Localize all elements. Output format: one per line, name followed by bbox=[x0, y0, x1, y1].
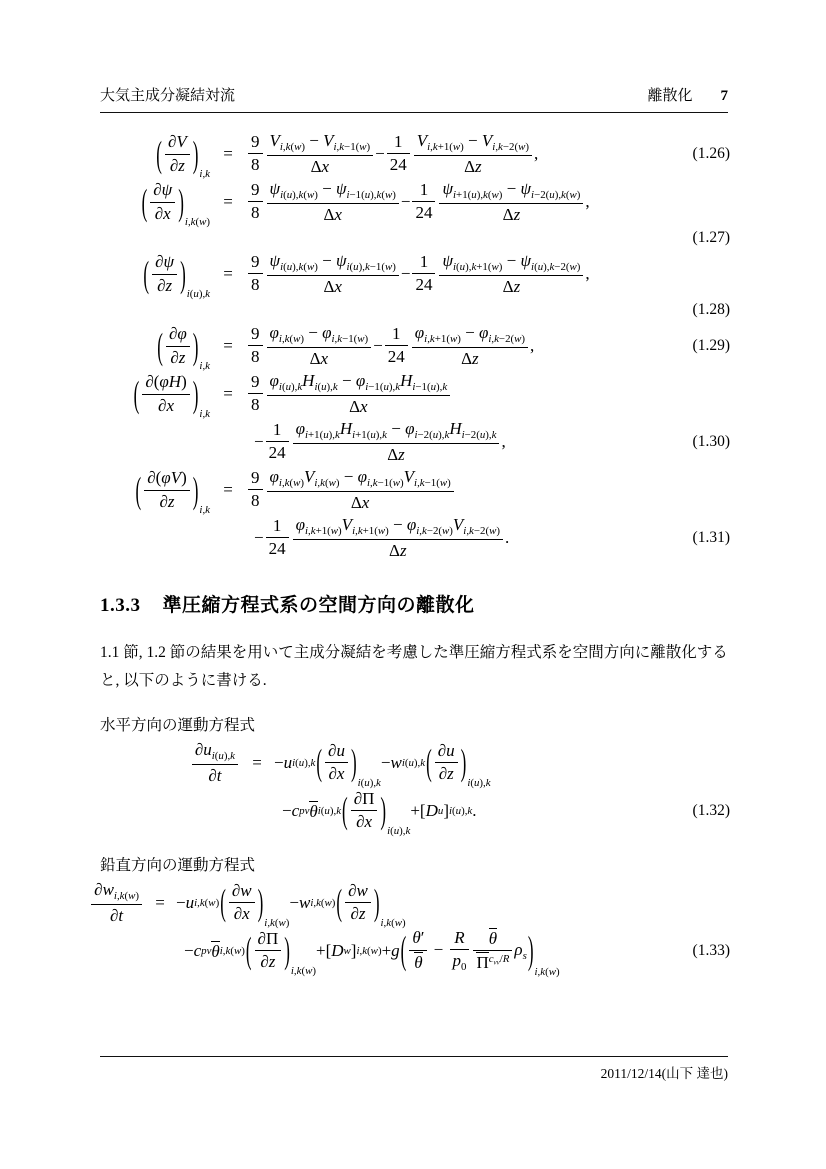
equation-1.31 bbox=[100, 466, 730, 562]
equation-row: − c pv θ i,k(w) ( $\frac{\partial\Pi}{\partial z}$ ) i,k(w) + [ D w ] i,k(w) + g ( $\frac{\theta'}{\theta}$ − $\frac{R}{p_0}$ θ $\Pi^{c_{vv}/R}$ $\rho_s$ ) i,k(w) (1.33) bbox=[184, 927, 730, 978]
equation-1.29 bbox=[100, 322, 730, 370]
equation-block-discretization bbox=[100, 130, 730, 562]
equation-row bbox=[100, 298, 730, 322]
section-number: 1.3.3 bbox=[100, 595, 141, 616]
equation-number: (1.33) bbox=[692, 941, 730, 959]
subheading-horizontal: 水平方向の運動方程式 bbox=[100, 716, 256, 734]
subheading-vertical: 鉛直方向の運動方程式 bbox=[100, 856, 256, 874]
equation-number: (1.27) bbox=[692, 229, 730, 246]
section-running-head: 離散化 bbox=[647, 88, 693, 104]
body-paragraph: 1.1 節, 1.2 節の結果を用いて主成分凝結を考慮した準圧縮方程式系を空間方向に離散化すると, 以下のように書ける. bbox=[100, 644, 728, 689]
page-content bbox=[94, 130, 730, 978]
equation-number: (1.31) bbox=[692, 529, 730, 546]
equation-row: ( $\frac{\partial V}{\partial z}$ ) i,k = 9 8 $V_{i,k(w)} - V_{i,k-1(w)}$ Δx − 1 24 $V_{i,k+1(w)} - V_{i,k-2(w)}$ Δz , (1.26) bbox=[156, 130, 730, 180]
page-footer bbox=[100, 1056, 728, 1082]
page-number: 7 bbox=[720, 88, 728, 104]
equation-row: − c pv θ i(u),k ( $\frac{\partial\Pi}{\partial x}$ ) i(u),k + [ D u ] i(u),k . (1.32) bbox=[282, 788, 730, 837]
section-title: 準圧縮方程式系の空間方向の離散化 bbox=[162, 595, 475, 616]
running-title: 大気主成分凝結対流 bbox=[100, 88, 236, 104]
equation-row: ( $\frac{\partial\varphi}{\partial z}$ ) i,k = 9 8 $\varphi_{i,k(w)} - \varphi_{i,k-1(w)}$ Δx − 1 24 $\varphi_{i,k+1(w)} - \varphi_{i,k-2(w)}$ Δz , (1.29) bbox=[157, 322, 730, 372]
equation-row: − 1 24 $\varphi_{i+1(u),k}H_{i+1(u),k} - \varphi_{i-2(u),k}H_{i-2(u),k}$ Δz , (1.30) bbox=[254, 418, 730, 464]
equation-row: ( $\frac{\partial\psi}{\partial x}$ ) i,k(w) = 9 8 $\psi_{i(u),k(w)} - \psi_{i-1(u),k(w)}$ Δx − 1 24 $\psi_{i+1(u),k(w)} - \psi_{i-2(u),k(w)}$ Δz , bbox=[141, 178, 590, 228]
equation-1.30 bbox=[100, 370, 730, 466]
equation-number: (1.28) bbox=[692, 301, 730, 318]
equation-row: ( $\frac{\partial\psi}{\partial z}$ ) i(u),k = 9 8 $\psi_{i(u),k(w)} - \psi_{i(u),k-1(w)}$ Δx − 1 24 $\psi_{i(u),k+1(w)} - \psi_{i(u),k-2(w)}$ Δz , bbox=[143, 250, 590, 300]
equation-1.32 bbox=[100, 739, 730, 835]
equation-number: (1.32) bbox=[692, 801, 730, 819]
equation-number: (1.30) bbox=[692, 433, 730, 450]
equation-block-vertical bbox=[94, 879, 730, 978]
equation-1.27 bbox=[100, 178, 730, 250]
equation-row: ( $\frac{\partial(\varphi V)}{\partial z}$ ) i,k = 9 8 $\varphi_{i,k(w)}V_{i,k(w)} - \varphi_{i,k-1(w)}V_{i,k-1(w)}$ Δx bbox=[100, 466, 730, 514]
equation-number: (1.26) bbox=[692, 145, 730, 162]
footer-date-author: 2011/12/14(山下 達也) bbox=[600, 1066, 728, 1081]
equation-row: $\partial w_{i,k(w)}$ ∂t = − u i,k(w) ( $\frac{\partial w}{\partial x}$ ) i,k(w) − w i,k(w) ( $\frac{\partial w}{\partial z}$ ) i,k(w) bbox=[100, 879, 730, 927]
equation-row: $\partial u_{i(u),k}$ ∂t = − u i(u),k ( $\frac{\partial u}{\partial x}$ ) i(u),k − w i(u),k ( $\frac{\partial u}{\partial z}$ ) i(u),k bbox=[100, 739, 730, 787]
equation-1.33 bbox=[94, 879, 730, 978]
equation-1.28 bbox=[100, 250, 730, 322]
equation-row bbox=[100, 226, 730, 250]
equation-block-horizontal bbox=[100, 739, 730, 835]
equation-row: ( $\frac{\partial(\varphi H)}{\partial x}$ ) i,k = 9 8 $\varphi_{i(u),k}H_{i(u),k} - \varphi_{i-1(u),k}H_{i-1(u),k}$ Δx bbox=[100, 370, 730, 418]
equation-number: (1.29) bbox=[692, 337, 730, 354]
header-right-group bbox=[647, 84, 728, 105]
section-heading bbox=[100, 590, 730, 617]
equation-row: − 1 24 $\varphi_{i,k+1(w)}V_{i,k+1(w)} - \varphi_{i,k-2(w)}V_{i,k-2(w)}$ Δz . (1.31) bbox=[254, 514, 730, 560]
equation-1.26 bbox=[100, 130, 730, 178]
page-header bbox=[100, 84, 728, 113]
